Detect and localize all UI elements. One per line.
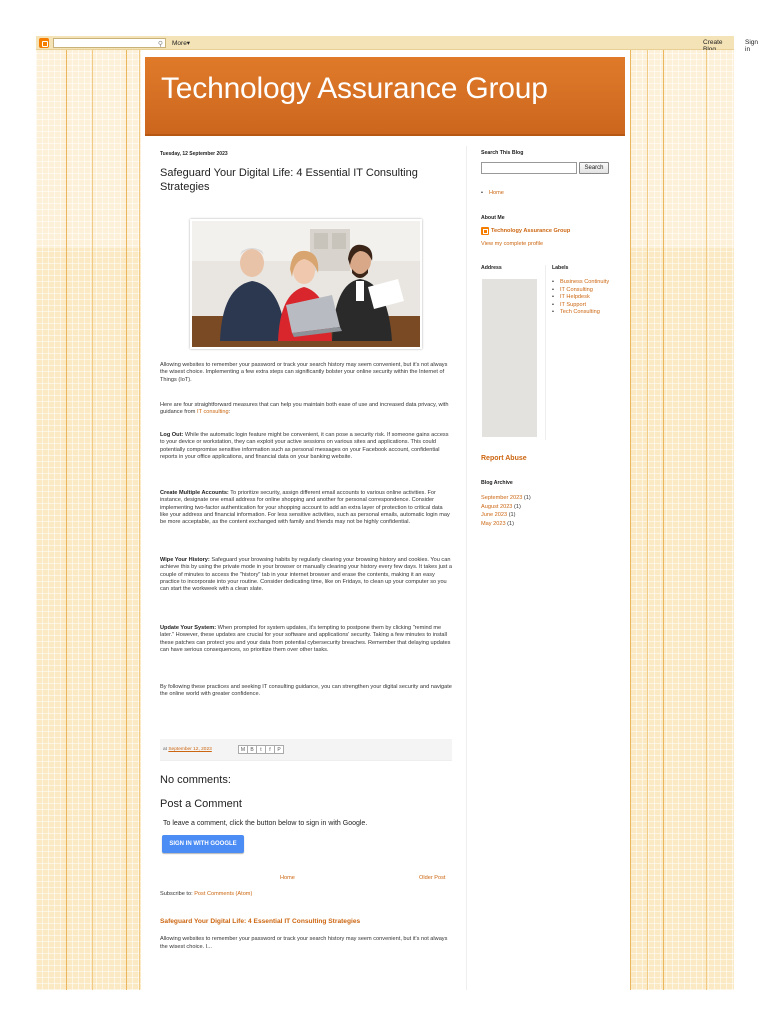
search-button[interactable]: Search <box>579 162 609 174</box>
archive-month-link[interactable]: September 2023 <box>481 495 523 501</box>
no-comments-heading: No comments: <box>160 774 231 786</box>
section-wipe-history <box>160 557 452 593</box>
blogger-navbar <box>36 36 759 53</box>
post-footer <box>160 739 452 761</box>
label-tech-consulting[interactable]: • Tech Consulting <box>552 309 612 317</box>
archive-month-link[interactable]: June 2023 <box>481 512 508 519</box>
background-line <box>630 50 631 990</box>
subscribe-line <box>160 891 252 897</box>
post-lead-end: : <box>228 409 231 416</box>
background-line <box>66 50 67 990</box>
post-conclusion: By following these practices and seeking IT consulting guidance, you can strengthen your digital security and navigate the online world with greater confidence. <box>160 684 452 698</box>
archive-item <box>481 520 531 529</box>
archive-list <box>481 494 531 528</box>
section-log-out <box>160 432 452 461</box>
report-abuse-link[interactable]: Report Abuse <box>481 455 527 462</box>
pinterest-share-icon[interactable]: P <box>274 745 284 754</box>
blogger-logo-icon[interactable] <box>39 38 49 48</box>
section-multiple-accounts <box>160 490 452 526</box>
address-map[interactable] <box>482 279 537 437</box>
related-post-title[interactable]: Safeguard Your Digital Life: 4 Essential IT Consulting Strategies <box>160 918 361 925</box>
post-intro: Allowing websites to remember your password or track your search history may seem convenient, but it's not always the wisest choice. Implementing a few extra steps can significantly bolster your online security within the Internet of Things (IoT). <box>160 362 448 383</box>
search-icon[interactable]: ⚲ <box>157 41 163 48</box>
comment-hint: To leave a comment, click the button below to sign in with Google. <box>163 820 368 827</box>
section-heading: Log Out: <box>160 432 184 438</box>
sign-in-link[interactable]: Sign in <box>745 39 759 53</box>
older-post-link[interactable]: Older Post <box>419 875 446 881</box>
footer-at: at <box>163 747 169 752</box>
create-blog-link[interactable]: Create <box>703 39 723 46</box>
post-title[interactable]: Safeguard Your Digital Life: 4 Essential IT Consulting Strategies <box>160 167 418 193</box>
post-date-link[interactable]: September 12, 2023 <box>168 747 212 752</box>
page-link-home[interactable]: • Home <box>481 190 504 198</box>
archive-count: (1) <box>505 520 514 527</box>
section-heading: Create Multiple Accounts: <box>160 490 229 496</box>
twitter-share-icon[interactable]: t <box>256 745 266 754</box>
post-date: Tuesday, 12 September 2023 <box>160 151 228 157</box>
labels-divider <box>545 265 546 440</box>
background-line <box>139 50 140 990</box>
post-timestamp <box>163 747 212 752</box>
sidebar-divider <box>466 146 467 990</box>
pages-list <box>481 190 504 198</box>
home-link[interactable]: Home <box>280 875 295 881</box>
section-update-system <box>160 625 452 654</box>
background-line <box>92 50 93 990</box>
labels-list <box>552 279 612 317</box>
background-line <box>663 50 664 990</box>
more-menu[interactable]: More▾ <box>172 40 191 47</box>
archive-heading: Blog Archive <box>481 480 513 486</box>
section-heading: Update Your System: <box>160 625 217 631</box>
about-heading: About Me <box>481 215 505 221</box>
section-text: While the automatic login feature might be convenient, it can pose a security risk. If someone gains access to your device or workstation, they can exploit your active sessions on various sites and applications. This could potentially compromise sensitive information such as personal messages on your Facebook account, confidential reports in your office applications, and financial data on your banking website. <box>160 432 449 460</box>
background-line <box>647 50 648 990</box>
sign-in-with-google-button[interactable]: SIGN IN WITH GOOGLE <box>162 835 244 853</box>
navbar-search-input[interactable] <box>53 38 166 48</box>
share-buttons <box>238 745 283 754</box>
archive-count: (1) <box>522 495 531 501</box>
post-lead-text: Here are four straightforward measures that can help you maintain both ease of use and increased data privacy, with guidance from <box>160 402 449 416</box>
blog-header <box>145 57 625 136</box>
section-heading: Wipe Your History: <box>160 557 210 563</box>
search-heading: Search This Blog <box>481 150 524 156</box>
post-comment-heading: Post a Comment <box>160 798 242 810</box>
label-it-consulting[interactable]: • IT Consulting <box>552 287 612 295</box>
related-post-snippet: Allowing websites to remember your password or track your search history may seem convenient, but it's not always the wisest choice. I... <box>160 936 448 950</box>
archive-month-link[interactable]: August 2023 <box>481 503 513 510</box>
background-line <box>706 50 707 990</box>
facebook-share-icon[interactable]: f <box>265 745 275 754</box>
email-share-icon[interactable]: M <box>238 745 248 754</box>
archive-item <box>481 494 531 503</box>
archive-count: (1) <box>512 503 521 510</box>
labels-heading: Labels <box>552 265 569 271</box>
label-business-continuity[interactable]: • Business Continuity <box>552 279 612 287</box>
label-it-helpdesk[interactable]: • IT Helpdesk <box>552 294 612 302</box>
post-comments-atom-link[interactable]: Post Comments (Atom) <box>194 891 253 897</box>
blogger-profile-icon <box>481 227 489 235</box>
label-it-support[interactable]: • IT Support <box>552 302 612 310</box>
section-text: To prioritize security, assign different email accounts to various online activities. For instance, designate one email address for online shopping and another for personal correspondence. Consider implementing two-factor authentication for your shopping account to add an extra layer of protection to critical data like your address and financial information. For less sensitive activities, such as personal emails, automatic login may be more acceptable, as the content exchanged with family and friends may not be highly confidential. <box>160 490 450 526</box>
blog-this-icon[interactable]: B <box>247 745 257 754</box>
profile-name-link[interactable]: Technology Assurance Group <box>491 228 571 234</box>
archive-item <box>481 511 531 520</box>
background-line <box>126 50 127 990</box>
address-heading: Address <box>481 265 502 271</box>
blog-search-input[interactable] <box>481 162 577 174</box>
archive-count: (1) <box>507 512 516 519</box>
archive-item <box>481 503 531 512</box>
subscribe-label: Subscribe to: <box>160 891 195 897</box>
view-profile-link[interactable]: View my complete profile <box>481 241 544 247</box>
business-meeting-photo <box>192 221 420 347</box>
blog-title[interactable]: Technology Assurance Group <box>161 72 548 105</box>
post-image[interactable] <box>190 219 422 349</box>
it-consulting-link[interactable]: IT consulting <box>197 409 229 416</box>
section-text: When prompted for system updates, it's tempting to postpone them by clicking "remind me later." However, these updates are crucial for your software and applications' security. Taking a few minutes to install these patches can protect you and your data from potential cybersecurity breaches. Remember that delaying updates can have serious consequences, so prioritize them over other tasks. <box>160 625 451 653</box>
post-lead <box>160 402 452 417</box>
section-text: Safeguard your browsing habits by regularly clearing your browsing history and cookies. You can achieve this by using the private mode in your browser or manually clearing your history every few days. It takes just a couple of minutes to access the "history" tab in your internet browser and erase the contents, making it an easy practice to incorporate into your routine. Consider dedicating time, like on Fridays, to clean up your computer so you can start the workweek with a clean slate. <box>160 557 452 593</box>
archive-month-link[interactable]: May 2023 <box>481 520 506 527</box>
